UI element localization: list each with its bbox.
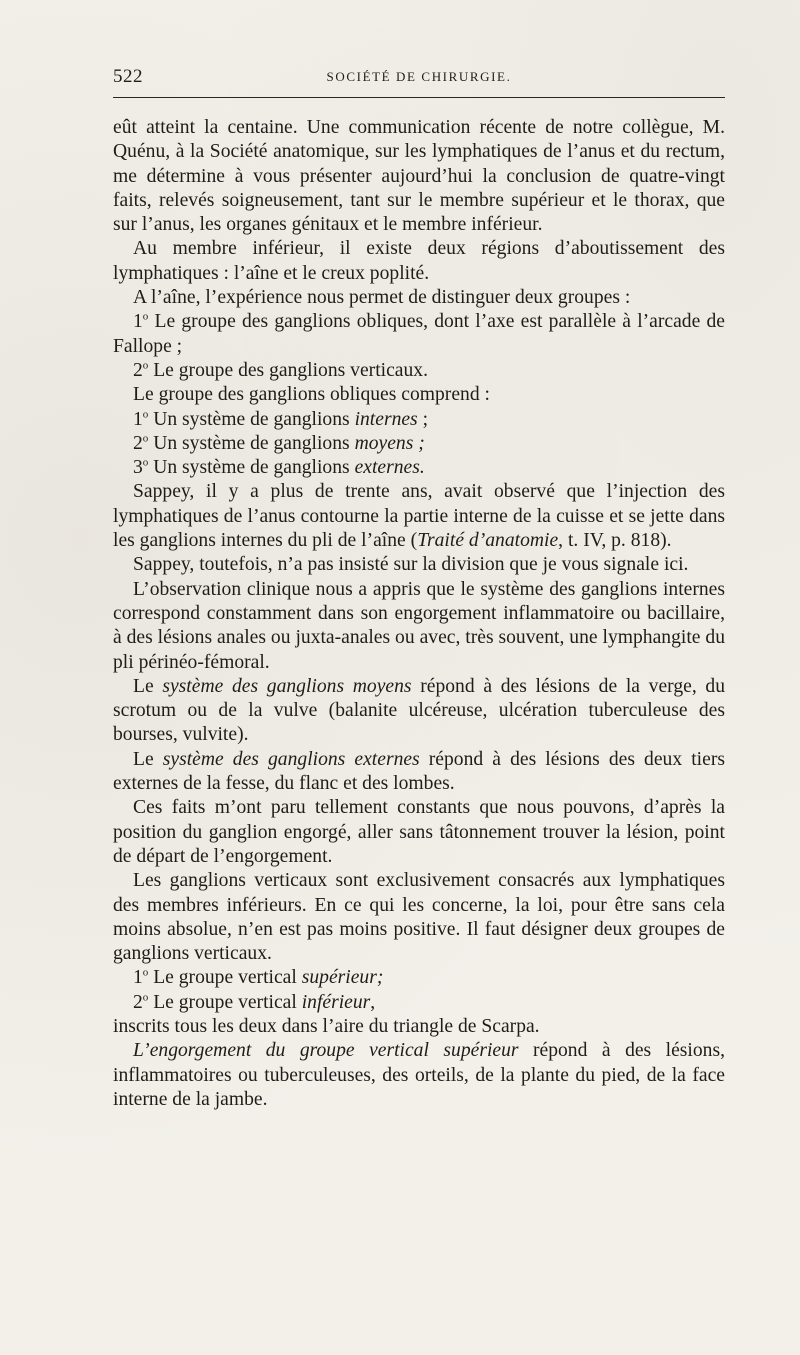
paragraph-sappey: Sappey, il y a plus de trente ans, avait observé que l’injection des lymphatiques de l’anus contourne la partie interne de la cuisse et se jette dans les ganglions internes du pli de l’aîne (Traité d’anatomie, t. IV, p. 818). (113, 481, 725, 552)
paragraph-scarpa: inscrits tous les deux dans l’aire du triangle de Scarpa. (113, 1015, 540, 1037)
page-number: 522 (113, 66, 143, 87)
paragraph-engorgement: L’engorgement du groupe vertical supérieur répond à des lésions, inflammatoires ou tuberculeuses, des orteils, de la plante du pied, de la face interne de la jambe. (113, 1040, 725, 1110)
list-item-moyens: 2$^o$ Un système de ganglions moyens ; (133, 432, 425, 454)
page-header (113, 66, 725, 90)
paragraph-oblique-group: Le groupe des ganglions obliques comprend : (133, 384, 490, 406)
list-item-oblique: 1$^o$ Le groupe des ganglions obliques, dont l’axe est parallèle à l’arcade de Fallope ; (113, 310, 725, 357)
header-rule (113, 97, 725, 98)
paragraph-sappey-2: Sappey, toutefois, n’a pas insisté sur la division que je vous signale ici. (133, 554, 689, 576)
list-item-inferieur: 2$^o$ Le groupe vertical inférieur, (133, 991, 376, 1013)
paragraph-moyens: Le système des ganglions moyens répond à des lésions de la verge, du scrotum ou de la vulve (balanite ulcéreuse, ulcération tuberculeuse des bourses, vulvite). (113, 675, 725, 746)
paragraph-observation: L’observation clinique nous a appris que le système des ganglions internes correspond constamment dans son engorgement inflammatoire ou bacillaire, à des lésions anales ou juxta-anales ou avec, très souvent, une lymphangite du pli périnéo-fémoral. (113, 578, 725, 673)
paragraph-3: A l’aîne, l’expérience nous permet de distinguer deux groupes : (133, 287, 631, 309)
running-title: SOCIÉTÉ DE CHIRURGIE. (326, 69, 512, 84)
paragraph-verticaux: Les ganglions verticaux sont exclusivement consacrés aux lymphatiques des membres inférieurs. En ce qui les concerne, la loi, pour être sans cela moins absolue, n’en est pas moins positive. Il faut désigner deux groupes de ganglions verticaux. (113, 870, 725, 965)
list-item-vertical: 2$^o$ Le groupe des ganglions verticaux. (133, 359, 428, 381)
paragraph-faits: Ces faits m’ont paru tellement constants que nous pouvons, d’après la position du ganglion engorgé, aller sans tâtonnement trouver la lésion, point de départ de l’engorgement. (113, 797, 725, 867)
body-text (113, 116, 725, 1112)
list-item-internes: 1$^o$ Un système de ganglions internes ; (133, 408, 429, 430)
list-item-superieur: 1$^o$ Le groupe vertical supérieur; (133, 966, 384, 989)
paragraph-externes: Le système des ganglions externes répond à des lésions des deux tiers externes de la fesse, du flanc et des lombes. (113, 748, 725, 795)
paragraph-1: eût atteint la centaine. Une communication récente de notre collègue, M. Quénu, à la Société anatomique, sur les lymphatiques de l’anus et du rectum, me détermine à vous présenter aujourd’hui la conclusion de quatre-vingt faits, relevés soigneusement, tant sur le membre supérieur et le thorax, que sur l’anus, les organes génitaux et le membre inférieur. (113, 117, 725, 236)
paragraph-2: Au membre inférieur, il existe deux régions d’aboutissement des lymphatiques : l’aîne et le creux poplité. (113, 238, 725, 284)
list-item-externes: 3$^o$ Un système de ganglions externes. (133, 456, 425, 479)
